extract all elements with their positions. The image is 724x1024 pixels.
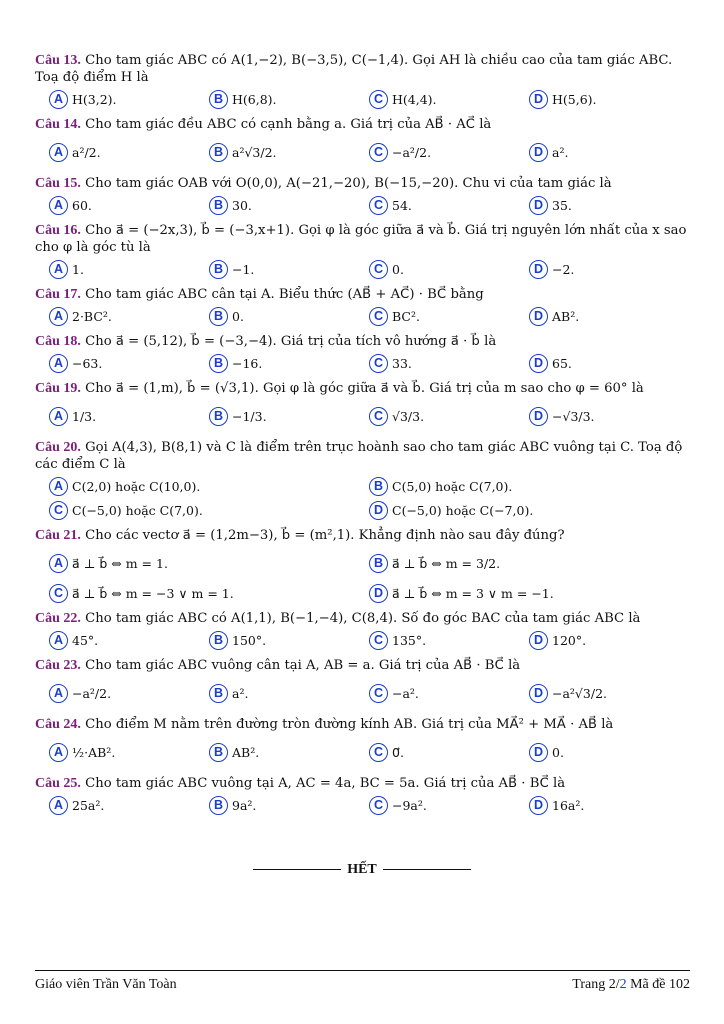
question-list (35, 52, 690, 822)
end-text: HẾT (347, 862, 377, 877)
question-text: Cho tam giác ABC có A(1,−2), B(−3,5), C(−1,4). Gọi AH là chiều cao của tam giác ABC. Toạ độ điểm H là (35, 53, 673, 85)
question-25 (35, 775, 690, 816)
option-a[interactable]: A H(3,2). (49, 90, 209, 109)
option-a[interactable]: A a²/2. (49, 143, 209, 162)
option-b[interactable]: B 30. (209, 196, 369, 215)
option-b[interactable]: B a²√3/2. (209, 143, 369, 162)
option-c[interactable]: C √3/3. (369, 407, 529, 426)
option-c[interactable]: C 0⃗. (369, 743, 529, 762)
question-22 (35, 610, 690, 651)
question-text: Cho tam giác ABC có A(1,1), B(−1,−4), C(8,4). Số đo góc BAC của tam giác ABC là (85, 611, 641, 626)
option-c[interactable]: C 54. (369, 196, 529, 215)
option-a[interactable]: A a⃗ ⊥ b⃗ ⇔ m = 1. (49, 554, 369, 573)
question-text: Cho tam giác ABC vuông tại A, AC = 4a, BC = 5a. Giá trị của AB⃗ · BC⃗ là (85, 776, 566, 791)
option-d[interactable]: D −√3/3. (529, 407, 689, 426)
question-label: Câu 25. (35, 776, 81, 791)
footer-teacher: Giáo viên Trần Văn Toàn (35, 977, 177, 992)
option-b[interactable]: B a². (209, 684, 369, 703)
footer (35, 977, 690, 993)
option-b[interactable]: B a⃗ ⊥ b⃗ ⇔ m = 3/2. (369, 554, 689, 573)
option-c[interactable]: C BC². (369, 307, 529, 326)
question-label: Câu 18. (35, 334, 81, 349)
question-text: Cho a⃗ = (1,m), b⃗ = (√3,1). Gọi φ là góc giữa a⃗ và b⃗. Giá trị của m sao cho φ = 60° là (85, 381, 644, 396)
option-a[interactable]: A 1. (49, 260, 209, 279)
option-c[interactable]: C H(4,4). (369, 90, 529, 109)
option-c[interactable]: C −9a². (369, 796, 529, 815)
question-16 (35, 222, 690, 280)
question-label: Câu 19. (35, 381, 81, 396)
question-label: Câu 13. (35, 53, 81, 68)
question-13 (35, 52, 690, 110)
option-d[interactable]: D AB². (529, 307, 689, 326)
option-a[interactable]: A 2·BC². (49, 307, 209, 326)
option-a[interactable]: A 25a². (49, 796, 209, 815)
option-d[interactable]: D 120°. (529, 631, 689, 650)
question-text: Cho tam giác ABC cân tại A. Biểu thức (AB⃗ + AC⃗) · BC⃗ bằng (85, 287, 484, 302)
question-text: Cho điểm M nằm trên đường tròn đường kính AB. Giá trị của MA⃗² + MA⃗ · AB⃗ là (85, 717, 614, 732)
option-b[interactable]: B 9a². (209, 796, 369, 815)
option-d[interactable]: D 65. (529, 354, 689, 373)
option-d[interactable]: D H(5,6). (529, 90, 689, 109)
option-c[interactable]: C 0. (369, 260, 529, 279)
question-19 (35, 380, 690, 433)
option-b[interactable]: B −16. (209, 354, 369, 373)
question-label: Câu 22. (35, 611, 81, 626)
option-d[interactable]: D −a²√3/2. (529, 684, 689, 703)
question-label: Câu 15. (35, 176, 81, 191)
option-a[interactable]: A 1/3. (49, 407, 209, 426)
option-a[interactable]: A C(2,0) hoặc C(10,0). (49, 477, 369, 496)
option-c[interactable]: C C(−5,0) hoặc C(7,0). (49, 501, 369, 520)
option-b[interactable]: B −1/3. (209, 407, 369, 426)
footer-page-total: 2 (619, 977, 627, 992)
question-20 (35, 439, 690, 521)
option-b[interactable]: B AB². (209, 743, 369, 762)
option-c[interactable]: C −a²/2. (369, 143, 529, 162)
option-b[interactable]: B C(5,0) hoặc C(7,0). (369, 477, 689, 496)
option-d[interactable]: D 35. (529, 196, 689, 215)
question-17 (35, 286, 690, 327)
option-b[interactable]: B −1. (209, 260, 369, 279)
option-c[interactable]: C −a². (369, 684, 529, 703)
option-c[interactable]: C 33. (369, 354, 529, 373)
question-label: Câu 23. (35, 658, 81, 673)
question-15 (35, 175, 690, 216)
question-text: Cho a⃗ = (−2x,3), b⃗ = (−3,x+1). Gọi φ là góc giữa a⃗ và b⃗. Giá trị nguyên lớn nhất của x sao cho φ là góc tù là (35, 223, 687, 255)
question-18 (35, 333, 690, 374)
option-a[interactable]: A 45°. (49, 631, 209, 650)
question-23 (35, 657, 690, 710)
option-d[interactable]: D 0. (529, 743, 689, 762)
footer-divider (35, 970, 690, 971)
option-c[interactable]: C 135°. (369, 631, 529, 650)
option-a[interactable]: A ½·AB². (49, 743, 209, 762)
footer-page-info (572, 977, 690, 993)
question-label: Câu 17. (35, 287, 81, 302)
end-rule-left (253, 869, 341, 870)
option-b[interactable]: B H(6,8). (209, 90, 369, 109)
question-14 (35, 116, 690, 169)
option-d[interactable]: D −2. (529, 260, 689, 279)
question-text: Cho tam giác OAB với O(0,0), A(−21,−20), B(−15,−20). Chu vi của tam giác là (85, 176, 612, 191)
question-label: Câu 14. (35, 117, 81, 132)
question-label: Câu 24. (35, 717, 81, 732)
end-rule-right (383, 869, 471, 870)
question-label: Câu 20. (35, 440, 81, 455)
option-b[interactable]: B 150°. (209, 631, 369, 650)
option-b[interactable]: B 0. (209, 307, 369, 326)
question-label: Câu 21. (35, 528, 81, 543)
question-text: Cho các vectơ a⃗ = (1,2m−3), b⃗ = (m²,1). Khẳng định nào sau đây đúng? (85, 528, 565, 543)
option-a[interactable]: A 60. (49, 196, 209, 215)
question-label: Câu 16. (35, 223, 81, 238)
question-21 (35, 527, 690, 604)
footer-exam-code: Mã đề 102 (630, 977, 690, 992)
option-d[interactable]: D a². (529, 143, 689, 162)
option-c[interactable]: C a⃗ ⊥ b⃗ ⇔ m = −3 ∨ m = 1. (49, 584, 369, 603)
option-d[interactable]: D a⃗ ⊥ b⃗ ⇔ m = 3 ∨ m = −1. (369, 584, 689, 603)
footer-page-prefix: Trang 2/ (572, 977, 620, 992)
end-marker (0, 862, 724, 878)
question-text: Cho tam giác ABC vuông cân tại A, AB = a. Giá trị của AB⃗ · BC⃗ là (85, 658, 521, 673)
option-a[interactable]: A −63. (49, 354, 209, 373)
option-d[interactable]: D 16a². (529, 796, 689, 815)
question-text: Gọi A(4,3), B(8,1) và C là điểm trên trục hoành sao cho tam giác ABC vuông tại C. Toạ độ các điểm C là (35, 440, 683, 472)
option-d[interactable]: D C(−5,0) hoặc C(−7,0). (369, 501, 689, 520)
question-24 (35, 716, 690, 769)
question-text: Cho a⃗ = (5,12), b⃗ = (−3,−4). Giá trị của tích vô hướng a⃗ · b⃗ là (85, 334, 497, 349)
question-text: Cho tam giác đều ABC có cạnh bằng a. Giá trị của AB⃗ · AC⃗ là (85, 117, 492, 132)
option-a[interactable]: A −a²/2. (49, 684, 209, 703)
